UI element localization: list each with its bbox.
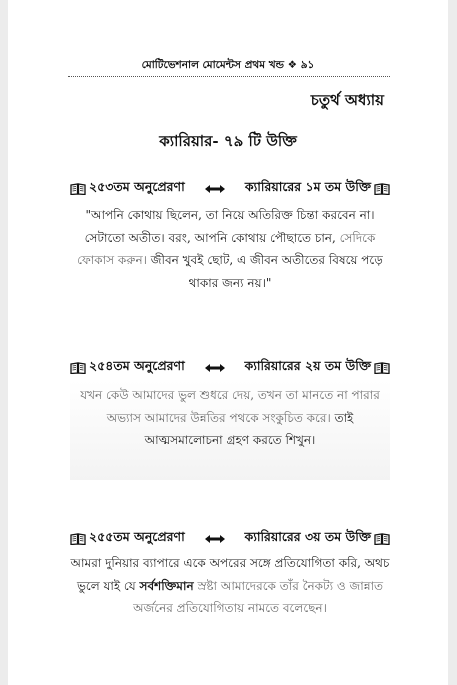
header-divider: [68, 76, 390, 77]
open-book-icon: [374, 362, 390, 374]
chapter-heading: চতুর্থ অধ্যায়: [310, 91, 384, 109]
inspiration-number: ২৫৩তম অনুপ্রেরণা: [89, 179, 185, 194]
open-book-icon: [374, 533, 390, 545]
quote-text-253: "আপনি কোথায় ছিলেন, তা নিয়ে অতিরিক্ত চিন্তা করবেন না। সেটাতো অতীত। বরং, আপনি কোথায় পৌছাতে চান, সেদিকে ফোকাস করুন। জীবন খুবই ছোট, এ জীবন অতীতের বিষয়ে পড়ে থাকার জন্য নয়।": [77, 208, 383, 290]
open-book-icon: [374, 183, 390, 195]
quote-number: ক্যারিয়ারের ২য় তম উক্তি: [244, 358, 371, 373]
quote-text-255: আমরা দুনিয়ার ব্যাপারে একে অপরের সঙ্গে প্রতিযোগিতা করি, অথচ ভুলে যাই যে সর্বশক্তিমান স্রষ্টা আমাদেরকে তাঁর নৈকট্য ও জান্নাত অর্জনের প্রতিযোগিতায় নামতে বলেছেন।: [70, 556, 390, 615]
open-book-icon: [70, 533, 86, 545]
open-book-icon: [70, 362, 86, 374]
book-page: [8, 0, 448, 685]
inspiration-heading-255: [70, 529, 390, 549]
inspiration-heading-254: [70, 358, 390, 378]
open-book-icon: [70, 183, 86, 195]
double-arrow-icon: [205, 363, 225, 373]
inspiration-number: ২৫৫তম অনুপ্রেরণা: [89, 529, 185, 544]
running-header: মোটিভেশনাল মোমেন্টস প্রথম খন্ড ❖ ৯১: [141, 59, 315, 71]
inspiration-number: ২৫৪তম অনুপ্রেরণা: [89, 358, 185, 373]
double-arrow-icon: [205, 184, 225, 194]
quote-number: ক্যারিয়ারের ১ম তম উক্তি: [244, 179, 371, 194]
double-arrow-icon: [205, 534, 225, 544]
section-title: ক্যারিয়ার- ৭৯ টি উক্তি: [159, 132, 297, 150]
quote-text-254: যখন কেউ আমাদের ভুল শুধরে দেয়, তখন তা মানতে না পারার অভ্যাস আমাদের উন্নতির পথকে সংকুচিত করে। তাই আত্মসমালোচনা গ্রহণ করতে শিখুন।: [80, 388, 380, 447]
inspiration-heading-253: [70, 179, 390, 199]
quote-number: ক্যারিয়ারের ৩য় তম উক্তি: [244, 529, 371, 544]
